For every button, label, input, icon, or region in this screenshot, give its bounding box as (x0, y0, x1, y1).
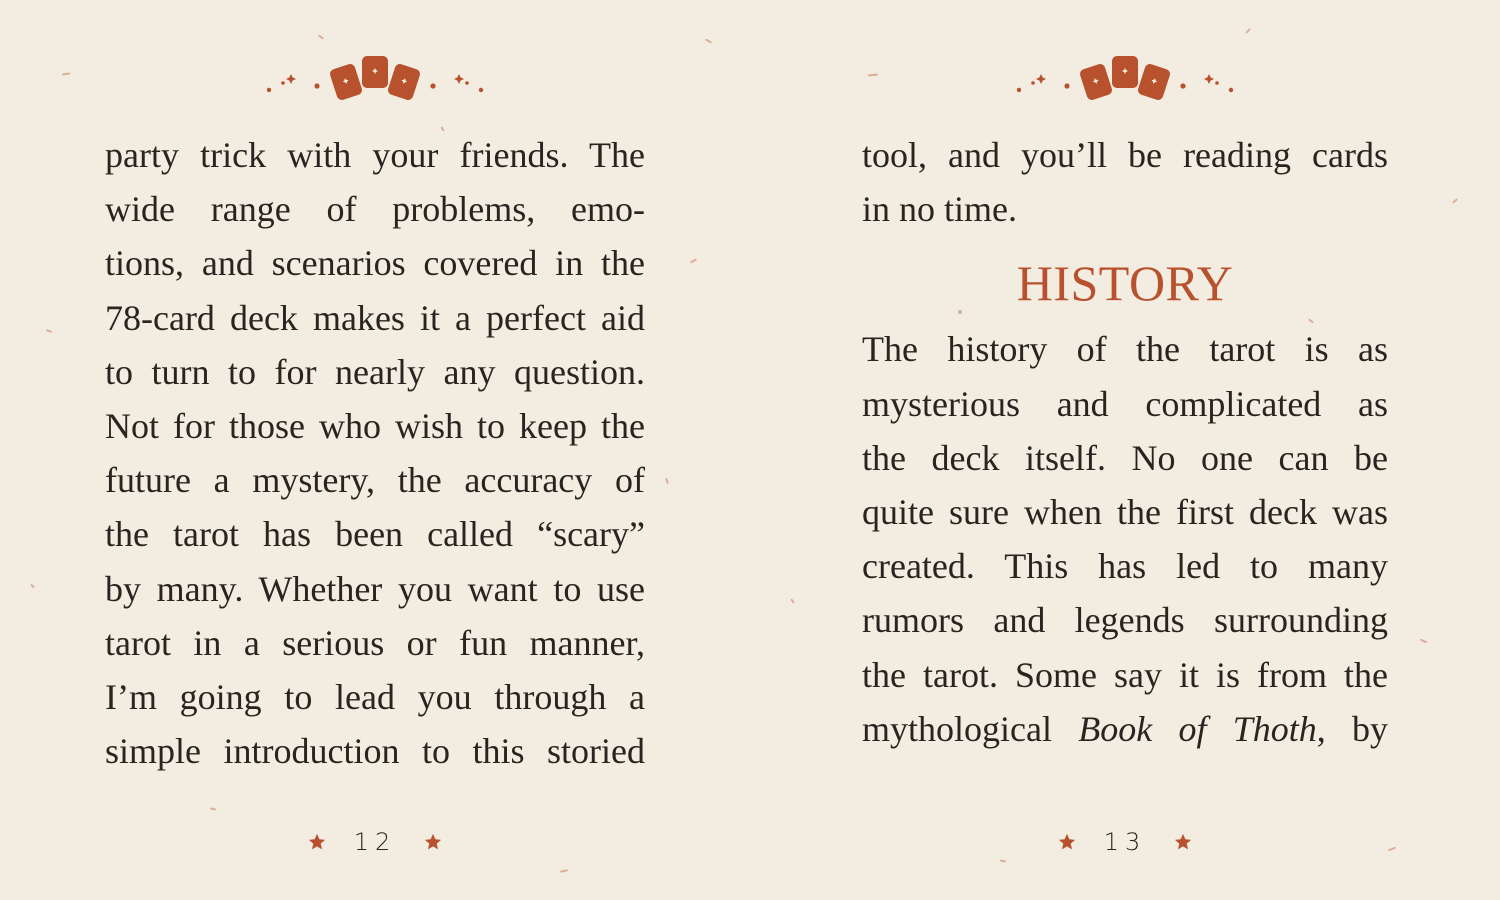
text-line: tool, and you’ll be reading cards (862, 135, 1388, 175)
star-icon (424, 833, 442, 851)
star-icon (308, 833, 326, 851)
text-line: mysterious and complicated as (862, 383, 1388, 424)
text-line: simple introduction to this storied (105, 731, 645, 772)
text-line: created. This has led to many (862, 546, 1388, 587)
page-number: 12 (353, 828, 397, 856)
text-line: tions, and scenarios covered in the (105, 243, 645, 284)
text-line: the tarot. Some say it is from the (862, 654, 1388, 695)
text-line: rumors and legends surrounding (862, 600, 1388, 641)
text-line: in no time. (862, 189, 1017, 230)
text-line: future a mystery, the accuracy of (105, 460, 645, 501)
paper-fleck (958, 310, 962, 314)
right-page (750, 0, 1500, 900)
page-number: 13 (1103, 828, 1147, 856)
text-line: by many. Whether you want to use (105, 568, 645, 609)
star-icon (1058, 833, 1076, 851)
text-line: 78-card deck makes it a perfect aid (105, 297, 645, 338)
text-line: quite sure when the first deck was (862, 491, 1388, 532)
text-line: the tarot has been called “scary” (105, 514, 645, 555)
tarot-cards-ornament-icon (255, 52, 495, 104)
text-line: wide range of problems, emo- (105, 189, 645, 230)
text-line: The history of the tarot is as (862, 329, 1388, 370)
text-line: tarot in a serious or fun manner, (105, 622, 645, 663)
tarot-cards-ornament-icon (1005, 52, 1245, 104)
text-line: I’m going to lead you through a (105, 676, 645, 717)
left-page-body (105, 128, 645, 778)
text-line: Not for those who wish to keep the (105, 405, 645, 446)
page-number-footer (255, 822, 495, 862)
text-fragment: , by (1316, 708, 1389, 749)
star-icon (1174, 833, 1192, 851)
book-title: Book of Thoth (1078, 708, 1317, 749)
text-fragment: mythological (862, 708, 1079, 749)
text-line: the deck itself. No one can be (862, 437, 1388, 478)
text-line-with-title (862, 702, 1388, 756)
text-line: party trick with your friends. The (105, 135, 645, 175)
page-number-footer (1005, 822, 1245, 862)
section-heading: HISTORY (1016, 255, 1234, 312)
right-page-body (862, 128, 1388, 756)
text-line: to turn to for nearly any question. (105, 351, 645, 392)
